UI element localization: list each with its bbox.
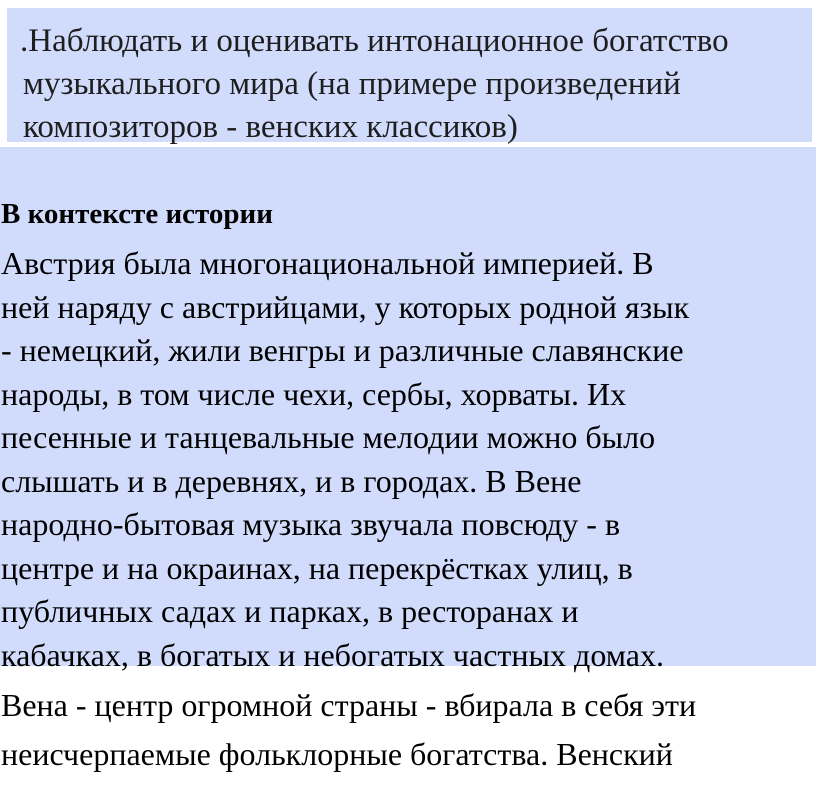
paragraph-line: ней наряду с австрийцами, у которых родной язык	[1, 288, 690, 325]
paragraph-line: народно-бытовая музыка звучала повсюду - в	[1, 506, 621, 542]
paragraph-line: Австрия была многонациональной империей. В	[1, 245, 654, 281]
paragraph-line: кабачках, в богатых и небогатых частных домах.	[1, 636, 664, 673]
history-paragraph	[1, 242, 813, 677]
continuation-paragraph	[1, 681, 813, 779]
paragraph-line: центре и на окраинах, на перекрёстках улиц, в	[1, 549, 633, 586]
section-heading: В контексте истории	[1, 198, 273, 230]
paragraph-line: народы, в том числе чехи, сербы, хорваты. Их	[1, 375, 627, 412]
lesson-goal-text	[20, 20, 810, 149]
lesson-goal-line: .Наблюдать и оценивать интонационное богатство	[20, 23, 729, 59]
lesson-goal-block	[7, 8, 812, 145]
paragraph-line: - немецкий, жили венгры и различные славянские	[1, 332, 684, 368]
paragraph-line: Вена - центр огромной страны - вбирала в себя эти	[1, 687, 697, 723]
paragraph-line: публичных садах и парках, в ресторанах и	[1, 593, 579, 629]
paragraph-line: неисчерпаемые фольклорные богатства. Венский	[1, 736, 673, 772]
paragraph-line: песенные и танцевальные мелодии можно было	[1, 419, 656, 455]
lesson-goal-line: композиторов - венских классиков)	[23, 109, 518, 145]
paragraph-line: слышать и в деревнях, и в городах. В Вене	[1, 462, 582, 499]
lesson-goal-line: музыкального мира (на примере произведений	[23, 66, 681, 102]
